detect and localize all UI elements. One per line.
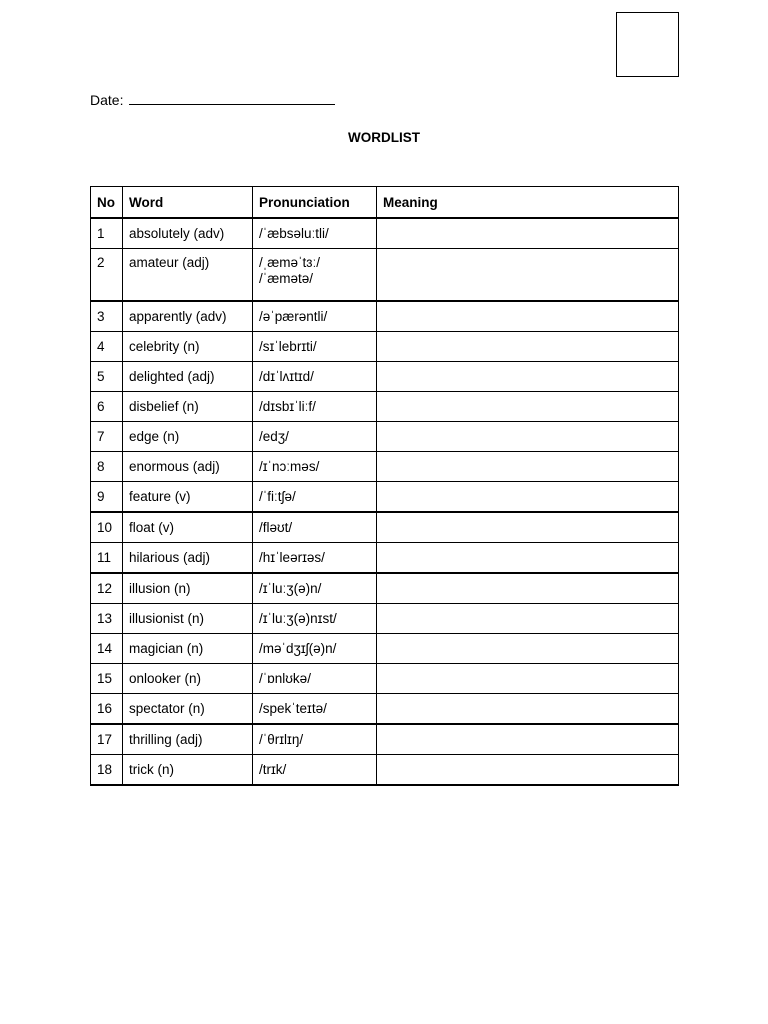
- row-word: absolutely (adv): [123, 218, 253, 249]
- column-header-no: No: [91, 187, 123, 219]
- row-meaning-field[interactable]: [377, 218, 679, 249]
- table-row: [91, 604, 679, 634]
- row-meaning-field[interactable]: [377, 452, 679, 482]
- row-number: 5: [91, 362, 123, 392]
- row-pronunciation: [253, 392, 377, 422]
- table-row: [91, 422, 679, 452]
- row-pronunciation: [253, 362, 377, 392]
- date-line: [90, 92, 335, 108]
- row-pronunciation: [253, 664, 377, 694]
- pronunciation-text: /trɪk/: [259, 762, 287, 777]
- table-row: [91, 392, 679, 422]
- row-word: onlooker (n): [123, 664, 253, 694]
- table-row: [91, 573, 679, 604]
- row-pronunciation: [253, 573, 377, 604]
- pronunciation-text: /hɪˈleərɪəs/: [259, 550, 325, 565]
- row-meaning-field[interactable]: [377, 332, 679, 362]
- row-meaning-field[interactable]: [377, 392, 679, 422]
- row-pronunciation: [253, 301, 377, 332]
- pronunciation-text: /ɪˈluːʒ(ə)n/: [259, 581, 322, 596]
- row-pronunciation: [253, 755, 377, 786]
- row-number: 15: [91, 664, 123, 694]
- row-word: edge (n): [123, 422, 253, 452]
- row-word: illusionist (n): [123, 604, 253, 634]
- row-meaning-field[interactable]: [377, 543, 679, 574]
- pronunciation-text: /məˈdʒɪʃ(ə)n/: [259, 641, 337, 656]
- row-word: celebrity (n): [123, 332, 253, 362]
- table-row: [91, 512, 679, 543]
- row-meaning-field[interactable]: [377, 573, 679, 604]
- row-meaning-field[interactable]: [377, 604, 679, 634]
- pronunciation-text: /ˌæməˈtɜː/: [259, 255, 320, 270]
- pronunciation-text-alt: /ˈæmətə/: [259, 271, 314, 286]
- row-meaning-field[interactable]: [377, 694, 679, 725]
- table-row: [91, 694, 679, 725]
- row-word: trick (n): [123, 755, 253, 786]
- wordlist-table: [90, 186, 679, 786]
- row-pronunciation: [253, 482, 377, 513]
- row-pronunciation: [253, 452, 377, 482]
- pronunciation-text: /ˈæbsəluːtli/: [259, 226, 329, 241]
- row-pronunciation: [253, 543, 377, 574]
- row-number: 16: [91, 694, 123, 725]
- pronunciation-text: /fləʊt/: [259, 520, 293, 535]
- table-row: [91, 218, 679, 249]
- pronunciation-text: /ɪˈluːʒ(ə)nɪst/: [259, 611, 337, 626]
- row-meaning-field[interactable]: [377, 422, 679, 452]
- table-row: [91, 724, 679, 755]
- row-word: illusion (n): [123, 573, 253, 604]
- pronunciation-text: /ˈfiːtʃə/: [259, 489, 296, 504]
- row-number: 17: [91, 724, 123, 755]
- row-word: float (v): [123, 512, 253, 543]
- row-pronunciation: [253, 694, 377, 725]
- row-pronunciation: [253, 512, 377, 543]
- table-row: [91, 755, 679, 786]
- row-number: 4: [91, 332, 123, 362]
- row-number: 13: [91, 604, 123, 634]
- row-number: 2: [91, 249, 123, 302]
- row-number: 9: [91, 482, 123, 513]
- row-pronunciation: [253, 724, 377, 755]
- row-number: 10: [91, 512, 123, 543]
- date-blank-field[interactable]: [129, 92, 335, 105]
- pronunciation-text: /ɪˈnɔːməs/: [259, 459, 320, 474]
- row-pronunciation: [253, 422, 377, 452]
- pronunciation-text: /ˈθrɪlɪŋ/: [259, 732, 304, 747]
- row-word: amateur (adj): [123, 249, 253, 302]
- row-number: 11: [91, 543, 123, 574]
- pronunciation-text: /edʒ/: [259, 429, 289, 444]
- row-meaning-field[interactable]: [377, 664, 679, 694]
- row-pronunciation: [253, 604, 377, 634]
- row-pronunciation: [253, 218, 377, 249]
- pronunciation-text: /dɪˈlʌɪtɪd/: [259, 369, 314, 384]
- row-word: feature (v): [123, 482, 253, 513]
- row-number: 8: [91, 452, 123, 482]
- row-word: hilarious (adj): [123, 543, 253, 574]
- column-header-pronunciation: Pronunciation: [253, 187, 377, 219]
- row-meaning-field[interactable]: [377, 755, 679, 786]
- pronunciation-text: /spekˈteɪtə/: [259, 701, 327, 716]
- table-row: [91, 543, 679, 574]
- pronunciation-text: /sɪˈlebrɪti/: [259, 339, 317, 354]
- table-row: [91, 452, 679, 482]
- row-word: delighted (adj): [123, 362, 253, 392]
- table-row: [91, 332, 679, 362]
- row-meaning-field[interactable]: [377, 724, 679, 755]
- row-pronunciation: [253, 634, 377, 664]
- row-word: disbelief (n): [123, 392, 253, 422]
- date-label: Date:: [90, 92, 124, 108]
- corner-box: [616, 12, 679, 77]
- row-word: magician (n): [123, 634, 253, 664]
- row-meaning-field[interactable]: [377, 512, 679, 543]
- table-header-row: [91, 187, 679, 219]
- table-row: [91, 301, 679, 332]
- row-number: 7: [91, 422, 123, 452]
- row-meaning-field[interactable]: [377, 482, 679, 513]
- row-number: 12: [91, 573, 123, 604]
- table-row: [91, 634, 679, 664]
- row-meaning-field[interactable]: [377, 249, 679, 302]
- row-meaning-field[interactable]: [377, 634, 679, 664]
- row-meaning-field[interactable]: [377, 362, 679, 392]
- column-header-meaning: Meaning: [377, 187, 679, 219]
- table-row: [91, 362, 679, 392]
- page-title: WORDLIST: [348, 130, 420, 145]
- pronunciation-text: /ˈɒnlʊkə/: [259, 671, 311, 686]
- table-row: [91, 664, 679, 694]
- row-pronunciation: [253, 249, 377, 302]
- row-number: 6: [91, 392, 123, 422]
- row-word: thrilling (adj): [123, 724, 253, 755]
- pronunciation-text: /əˈpærəntli/: [259, 309, 328, 324]
- row-number: 18: [91, 755, 123, 786]
- table-row: [91, 482, 679, 513]
- table-row: [91, 249, 679, 302]
- row-number: 14: [91, 634, 123, 664]
- row-meaning-field[interactable]: [377, 301, 679, 332]
- row-number: 3: [91, 301, 123, 332]
- row-pronunciation: [253, 332, 377, 362]
- row-word: spectator (n): [123, 694, 253, 725]
- row-word: enormous (adj): [123, 452, 253, 482]
- row-word: apparently (adv): [123, 301, 253, 332]
- column-header-word: Word: [123, 187, 253, 219]
- pronunciation-text: /dɪsbɪˈliːf/: [259, 399, 316, 414]
- row-number: 1: [91, 218, 123, 249]
